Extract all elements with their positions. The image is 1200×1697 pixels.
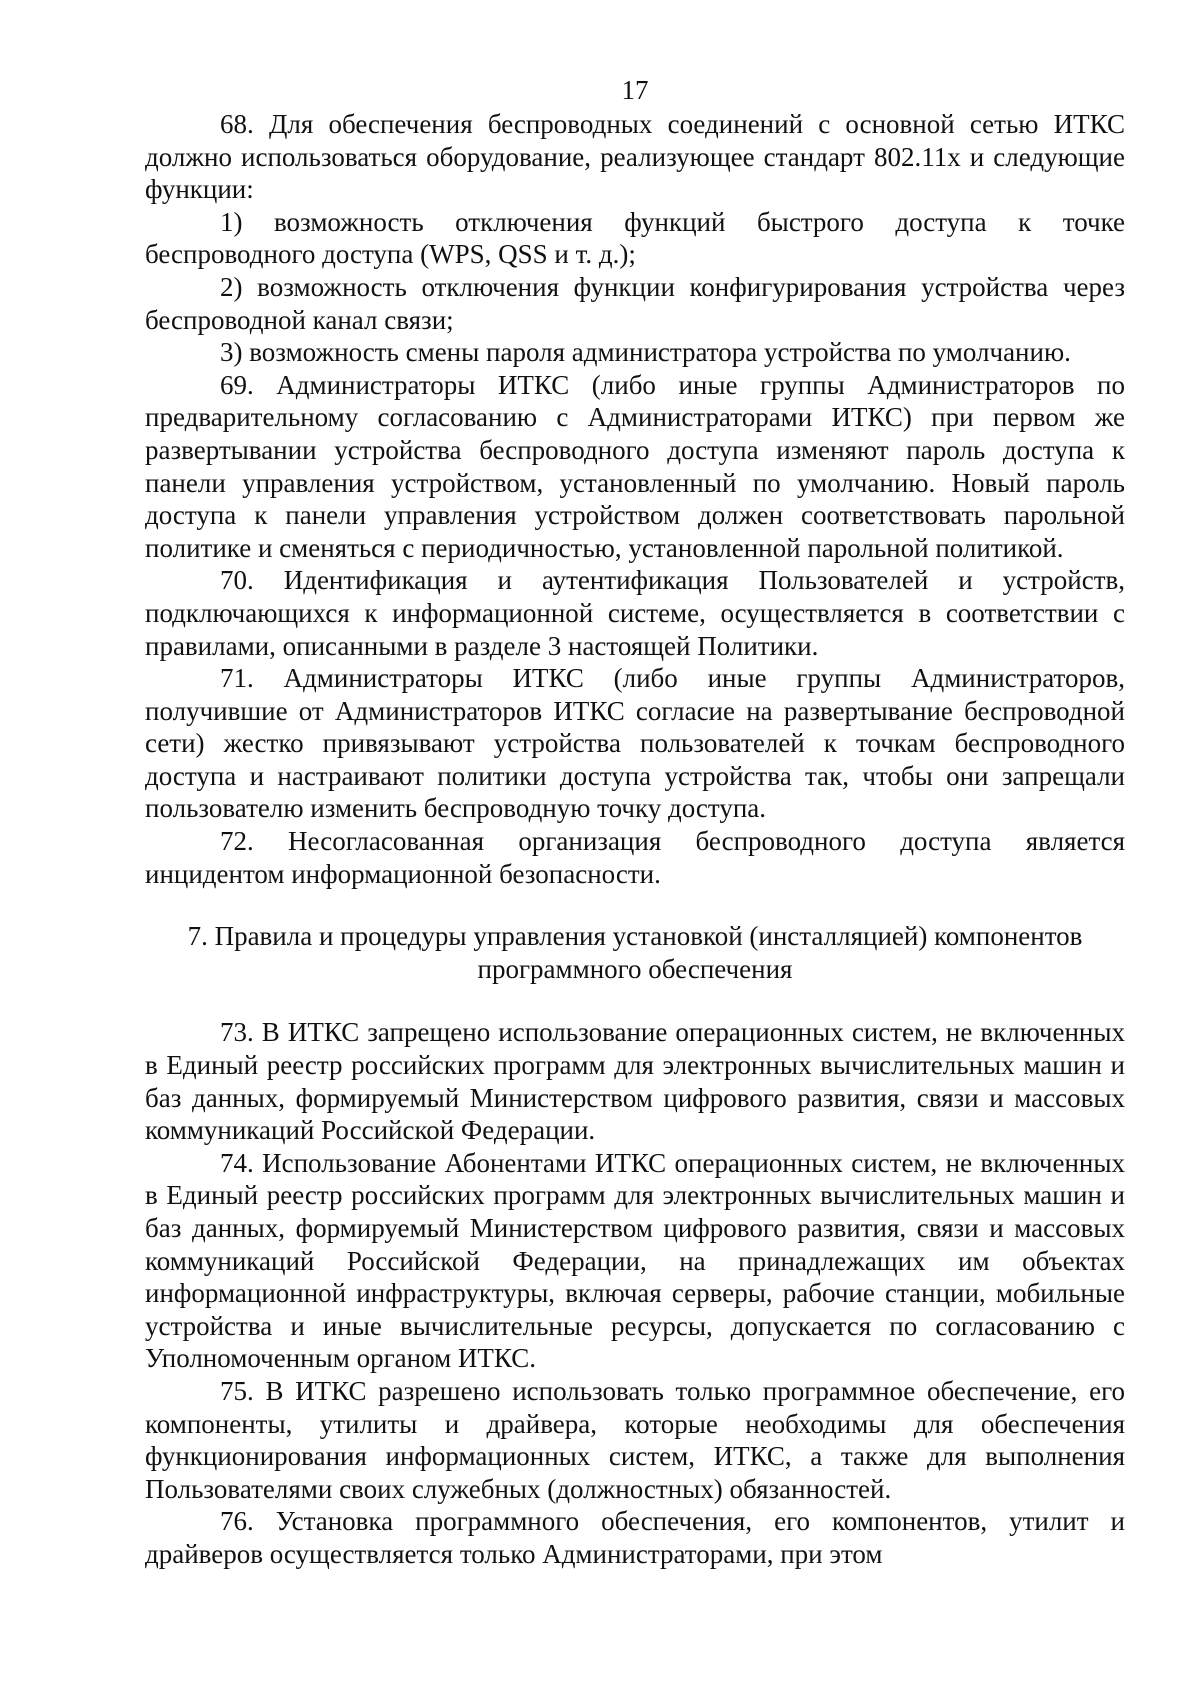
paragraph-74: 74. Использование Абонентами ИТКС операционных систем, не включенных в Единый реестр российских программ для электронных вычислительных машин и баз данных, формируемый Министерством цифрового развития, связи и массовых коммуникаций Российской Федерации, на принадлежащих им объектах информационной инфраструктуры, включая серверы, рабочие станции, мобильные устройства и иные вычислительные ресурсы, допускается по согласованию с Уполномоченным органом ИТКС. (145, 1147, 1125, 1374)
list-item-2: 2) возможность отключения функции конфигурирования устройства через беспроводной канал связи; (145, 271, 1125, 335)
paragraph-70: 70. Идентификация и аутентификация Пользователей и устройств, подключающихся к информационной системе, осуществляется в соответствии с правилами, описанными в разделе 3 настоящей Политики. (145, 565, 1125, 661)
paragraph-75: 75. В ИТКС разрешено использовать только программное обеспечение, его компоненты, утилиты и драйвера, которые необходимы для обеспечения функционирования информационных систем, ИТКС, а также для выполнения Пользователями своих служебных (должностных) обязанностей. (145, 1375, 1125, 1504)
document-page (145, 74, 1125, 1571)
section-title-line-1: 7. Правила и процедуры управления установкой (инсталляцией) компонентов (187, 921, 1083, 952)
paragraphs-after-section (145, 1016, 1125, 1570)
section-title (145, 920, 1125, 985)
page-number: 17 (621, 75, 649, 105)
paragraph-71: 71. Администраторы ИТКС (либо иные группы Администраторов, получившие от Администраторов ИТКС согласие на развертывание беспроводной сети) жестко привязывают устройства пользователей к точкам беспроводного доступа и настраивают политики доступа устройства так, чтобы они запрещали пользователю изменить беспроводную точку доступа. (145, 663, 1125, 824)
paragraph-76: 76. Установка программного обеспечения, его компонентов, утилит и драйверов осуществляется только Администраторами, при этом (145, 1506, 1125, 1569)
list-item-1: 1) возможность отключения функций быстрого доступа к точке беспроводного доступа (WPS, QSS и т. д.); (145, 206, 1125, 270)
paragraphs-before-section (145, 108, 1125, 890)
list-item-3: 3) возможность смены пароля администратора устройства по умолчанию. (220, 337, 1071, 368)
section-title-line-2: программного обеспечения (477, 953, 793, 984)
paragraph-73: 73. В ИТКС запрещено использование операционных систем, не включенных в Единый реестр российских программ для электронных вычислительных машин и баз данных, формируемый Министерством цифрового развития, связи и массовых коммуникаций Российской Федерации. (145, 1017, 1125, 1146)
paragraph-69: 69. Администраторы ИТКС (либо иные группы Администраторов по предварительному согласованию с Администраторами ИТКС) при первом же развертывании устройства беспроводного доступа изменяют пароль доступа к панели управления устройством, установленный по умолчанию. Новый пароль доступа к панели управления устройством должен соответствовать парольной политике и сменяться с периодичностью, установленной парольной политикой. (145, 369, 1125, 563)
paragraph-72: 72. Несогласованная организация беспроводного доступа является инцидентом информационной безопасности. (145, 826, 1125, 889)
paragraph-68: 68. Для обеспечения беспроводных соединений с основной сетью ИТКС должно использоваться оборудование, реализующее стандарт 802.11x и следующие функции: (145, 109, 1125, 205)
